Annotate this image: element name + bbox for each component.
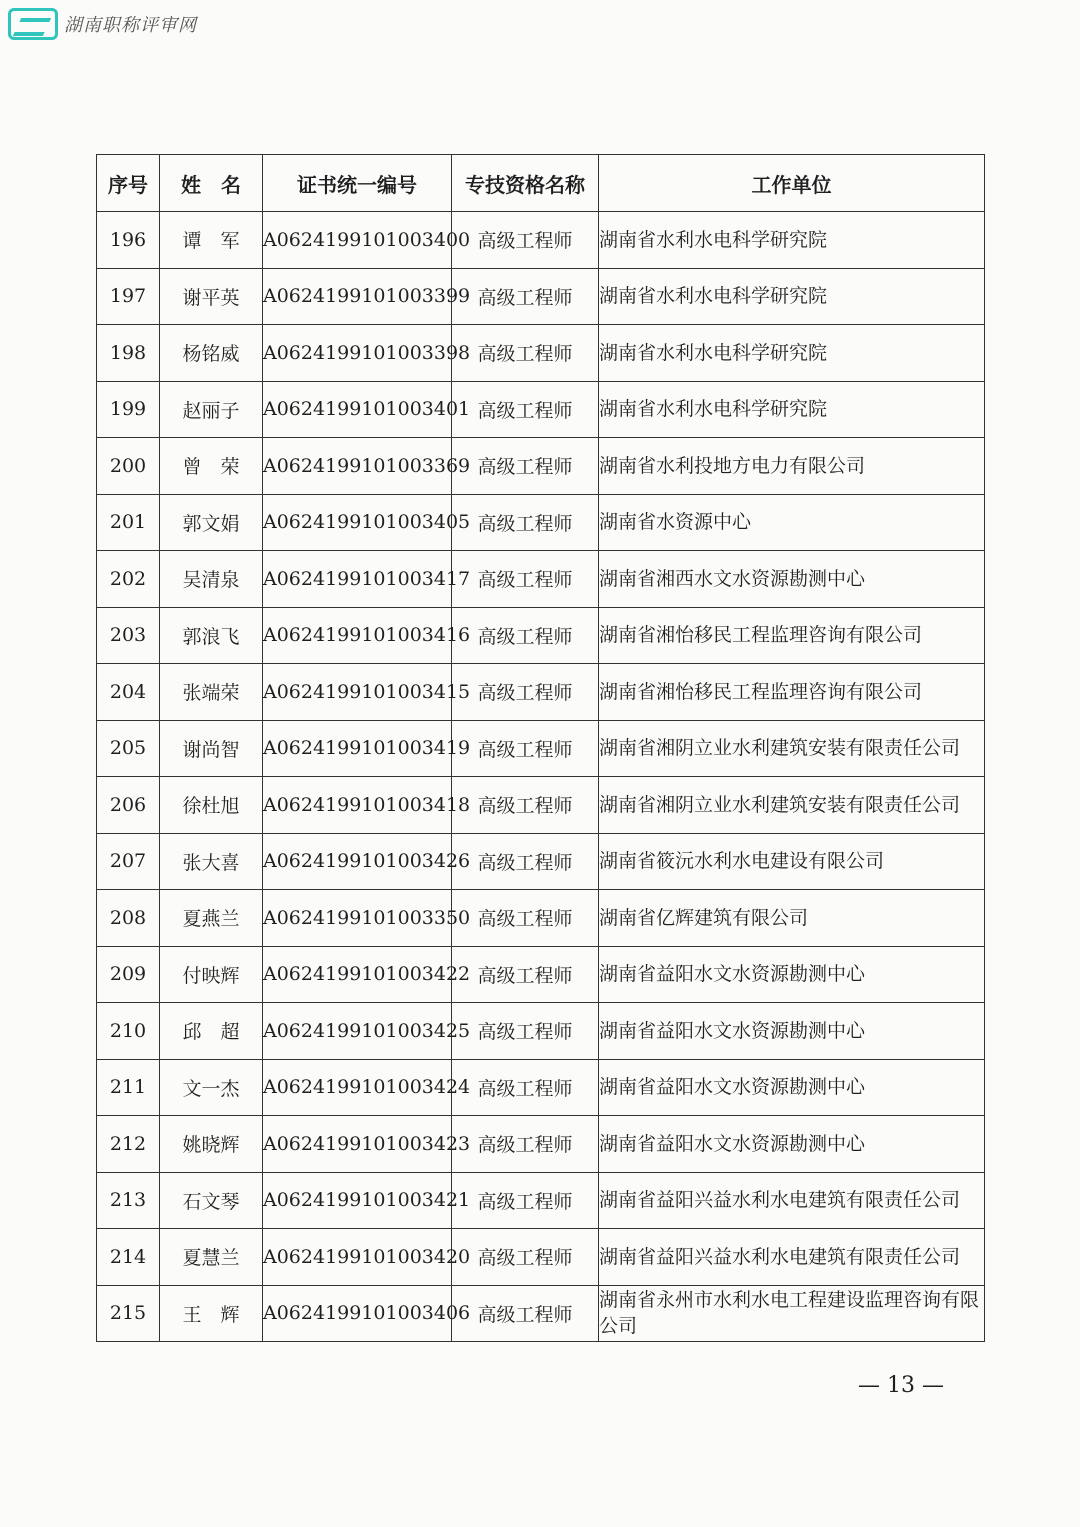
cell-cert-code: A0624199101003417 [263, 551, 452, 608]
cell-qualification: 高级工程师 [452, 1116, 599, 1173]
cell-serial: 197 [97, 268, 160, 325]
table-row [97, 1116, 985, 1173]
cell-name: 文一杰 [160, 1059, 263, 1116]
cell-cert-code: A0624199101003405 [263, 494, 452, 551]
cell-qualification: 高级工程师 [452, 607, 599, 664]
cell-serial: 214 [97, 1229, 160, 1286]
table-row [97, 777, 985, 834]
cell-qualification: 高级工程师 [452, 494, 599, 551]
cell-work-unit: 湖南省益阳水文水资源勘测中心 [599, 1059, 985, 1116]
table-row [97, 946, 985, 1003]
cell-qualification: 高级工程师 [452, 325, 599, 382]
table-row [97, 325, 985, 382]
cell-serial: 206 [97, 777, 160, 834]
cell-work-unit: 湖南省水利水电科学研究院 [599, 325, 985, 382]
cell-serial: 198 [97, 325, 160, 382]
table-row [97, 890, 985, 947]
cell-work-unit: 湖南省亿辉建筑有限公司 [599, 890, 985, 947]
table-row [97, 268, 985, 325]
cell-work-unit: 湖南省湘怡移民工程监理咨询有限公司 [599, 664, 985, 721]
cell-qualification: 高级工程师 [452, 268, 599, 325]
cell-name: 石文琴 [160, 1172, 263, 1229]
cell-serial: 196 [97, 212, 160, 269]
cell-serial: 208 [97, 890, 160, 947]
cell-qualification: 高级工程师 [452, 551, 599, 608]
cell-name: 王 辉 [160, 1285, 263, 1342]
cell-work-unit: 湖南省湘阴立业水利建筑安装有限责任公司 [599, 720, 985, 777]
cell-cert-code: A0624199101003426 [263, 833, 452, 890]
cell-serial: 213 [97, 1172, 160, 1229]
cell-name: 徐杜旭 [160, 777, 263, 834]
cell-qualification: 高级工程师 [452, 1059, 599, 1116]
cell-work-unit: 湖南省水利水电科学研究院 [599, 212, 985, 269]
cell-name: 谢平英 [160, 268, 263, 325]
cell-serial: 204 [97, 664, 160, 721]
cell-name: 姚晓辉 [160, 1116, 263, 1173]
site-watermark [8, 8, 197, 40]
table-row [97, 1285, 985, 1342]
cell-cert-code: A0624199101003422 [263, 946, 452, 1003]
certificate-table [96, 154, 985, 1342]
table-row [97, 494, 985, 551]
cell-name: 谢尚智 [160, 720, 263, 777]
cell-name: 谭 军 [160, 212, 263, 269]
cell-qualification: 高级工程师 [452, 833, 599, 890]
cell-qualification: 高级工程师 [452, 381, 599, 438]
table-row [97, 664, 985, 721]
table-row [97, 212, 985, 269]
cell-name: 杨铭威 [160, 325, 263, 382]
cell-serial: 210 [97, 1003, 160, 1060]
cell-name: 郭浪飞 [160, 607, 263, 664]
cell-work-unit: 湖南省湘阴立业水利建筑安装有限责任公司 [599, 777, 985, 834]
page-number: — 13 — [858, 1373, 944, 1398]
cell-work-unit: 湖南省益阳水文水资源勘测中心 [599, 1116, 985, 1173]
cell-work-unit: 湖南省益阳水文水资源勘测中心 [599, 1003, 985, 1060]
cell-serial: 202 [97, 551, 160, 608]
cell-work-unit: 湖南省水利投地方电力有限公司 [599, 438, 985, 495]
cell-qualification: 高级工程师 [452, 1229, 599, 1286]
cell-serial: 207 [97, 833, 160, 890]
header-name: 姓 名 [160, 155, 263, 212]
cell-work-unit: 湖南省永州市水利水电工程建设监理咨询有限公司 [599, 1285, 985, 1342]
cell-cert-code: A0624199101003423 [263, 1116, 452, 1173]
cell-name: 夏燕兰 [160, 890, 263, 947]
cell-name: 邱 超 [160, 1003, 263, 1060]
logo-icon [8, 8, 58, 40]
cell-name: 曾 荣 [160, 438, 263, 495]
cell-cert-code: A0624199101003425 [263, 1003, 452, 1060]
cell-work-unit: 湖南省水利水电科学研究院 [599, 381, 985, 438]
table-row [97, 381, 985, 438]
cell-work-unit: 湖南省益阳兴益水利水电建筑有限责任公司 [599, 1229, 985, 1286]
table-row [97, 1172, 985, 1229]
cell-qualification: 高级工程师 [452, 1285, 599, 1342]
cell-qualification: 高级工程师 [452, 946, 599, 1003]
cell-qualification: 高级工程师 [452, 1172, 599, 1229]
table-body [97, 212, 985, 1342]
table-row [97, 720, 985, 777]
cell-qualification: 高级工程师 [452, 438, 599, 495]
cell-work-unit: 湖南省湘西水文水资源勘测中心 [599, 551, 985, 608]
cell-name: 付映辉 [160, 946, 263, 1003]
cell-qualification: 高级工程师 [452, 777, 599, 834]
table-row [97, 833, 985, 890]
cell-serial: 200 [97, 438, 160, 495]
cell-cert-code: A0624199101003416 [263, 607, 452, 664]
cell-cert-code: A0624199101003350 [263, 890, 452, 947]
cell-cert-code: A0624199101003400 [263, 212, 452, 269]
cell-name: 吴清泉 [160, 551, 263, 608]
header-cert-code: 证书统一编号 [263, 155, 452, 212]
cell-serial: 199 [97, 381, 160, 438]
cell-serial: 203 [97, 607, 160, 664]
cell-work-unit: 湖南省湘怡移民工程监理咨询有限公司 [599, 607, 985, 664]
table-header-row [97, 155, 985, 212]
cell-cert-code: A0624199101003369 [263, 438, 452, 495]
cell-cert-code: A0624199101003398 [263, 325, 452, 382]
cell-work-unit: 湖南省益阳兴益水利水电建筑有限责任公司 [599, 1172, 985, 1229]
cell-serial: 215 [97, 1285, 160, 1342]
cell-work-unit: 湖南省水资源中心 [599, 494, 985, 551]
cell-cert-code: A0624199101003420 [263, 1229, 452, 1286]
cell-qualification: 高级工程师 [452, 212, 599, 269]
cell-work-unit: 湖南省筱沅水利水电建设有限公司 [599, 833, 985, 890]
table-row [97, 438, 985, 495]
cell-work-unit: 湖南省水利水电科学研究院 [599, 268, 985, 325]
cell-name: 张大喜 [160, 833, 263, 890]
cell-cert-code: A0624199101003415 [263, 664, 452, 721]
table-row [97, 1003, 985, 1060]
cell-name: 夏慧兰 [160, 1229, 263, 1286]
header-work-unit: 工作单位 [599, 155, 985, 212]
cell-cert-code: A0624199101003401 [263, 381, 452, 438]
cell-serial: 212 [97, 1116, 160, 1173]
cell-qualification: 高级工程师 [452, 664, 599, 721]
cell-name: 郭文娟 [160, 494, 263, 551]
cell-cert-code: A0624199101003421 [263, 1172, 452, 1229]
table-row [97, 607, 985, 664]
cell-serial: 211 [97, 1059, 160, 1116]
header-qualification: 专技资格名称 [452, 155, 599, 212]
cell-qualification: 高级工程师 [452, 720, 599, 777]
cell-cert-code: A0624199101003399 [263, 268, 452, 325]
cell-work-unit: 湖南省益阳水文水资源勘测中心 [599, 946, 985, 1003]
cell-serial: 209 [97, 946, 160, 1003]
table-row [97, 1229, 985, 1286]
cell-name: 张端荣 [160, 664, 263, 721]
cell-cert-code: A0624199101003419 [263, 720, 452, 777]
cell-cert-code: A0624199101003418 [263, 777, 452, 834]
cell-serial: 201 [97, 494, 160, 551]
cell-qualification: 高级工程师 [452, 890, 599, 947]
cell-qualification: 高级工程师 [452, 1003, 599, 1060]
cell-serial: 205 [97, 720, 160, 777]
table-row [97, 551, 985, 608]
cell-cert-code: A0624199101003424 [263, 1059, 452, 1116]
cell-name: 赵丽子 [160, 381, 263, 438]
logo-text: 湖南职称评审网 [64, 15, 197, 36]
table-row [97, 1059, 985, 1116]
cell-cert-code: A0624199101003406 [263, 1285, 452, 1342]
header-serial: 序号 [97, 155, 160, 212]
